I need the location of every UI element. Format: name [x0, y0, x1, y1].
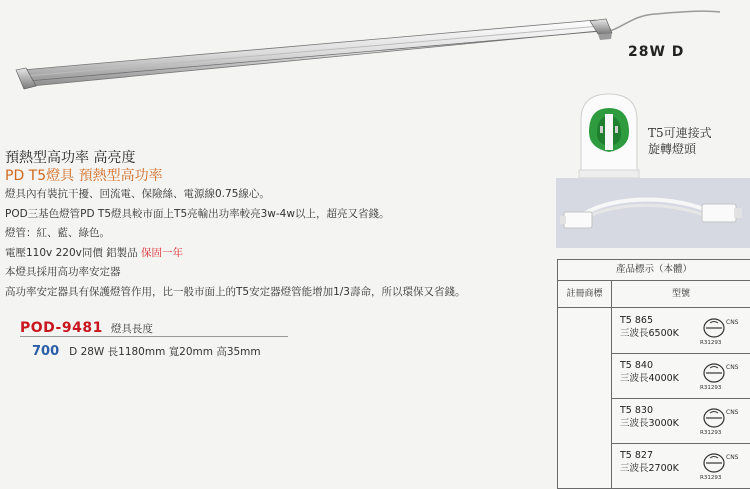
- cert-model-code: T5 830: [620, 405, 653, 416]
- model-code: POD-9481: [20, 320, 103, 336]
- wattage-label: 28W D: [628, 44, 685, 60]
- warranty-text: 保固一年: [141, 246, 184, 259]
- cns-text: CNS: [726, 364, 739, 371]
- model-length-label: 燈具長度: [110, 323, 153, 335]
- cert-model-cell: [620, 359, 679, 385]
- cns-text: CNS: [726, 319, 739, 326]
- spec-length-code: 700: [32, 344, 60, 359]
- cert-model-cell: [620, 404, 679, 430]
- description-line: POD三基色燈管PD T5燈具較市面上T5亮輸出功率較亮3w-4w以上，超亮又省錢。: [5, 207, 390, 220]
- spec-details: D 28W 長1180mm 寬20mm 高35mm: [69, 346, 261, 358]
- cns-mark-icon: [702, 317, 726, 339]
- cert-table-title: 產品標示（本體）: [558, 260, 750, 281]
- spec-row: [32, 344, 261, 359]
- description-headline: 預熱型高功率 高亮度: [5, 150, 136, 166]
- model-divider: [20, 336, 288, 337]
- socket-caption-line2: 旋轉燈頭: [648, 142, 697, 156]
- model-row: [20, 317, 153, 336]
- cns-mark: [696, 360, 746, 392]
- description-line: 燈具內有裝抗干擾、回流電、保險絲、電源線0.75線心。: [5, 188, 270, 200]
- description-line: 高功率安定器具有保護燈管作用，比一般市面上的T5安定器燈管能增加1/3壽命，所以環保又省錢。: [5, 285, 466, 298]
- cert-col-brand: 註冊商標: [558, 281, 612, 308]
- cert-model-desc: 三波長3000K: [620, 418, 679, 429]
- cert-model-desc: 三波長6500K: [620, 328, 679, 339]
- cns-text: CNS: [726, 454, 739, 461]
- cert-model-desc: 三波長2700K: [620, 463, 679, 474]
- cns-mark: [696, 315, 746, 347]
- socket-caption: [648, 125, 712, 157]
- cert-row: [612, 443, 750, 488]
- description-line: 本燈具採用高功率安定器: [5, 266, 121, 278]
- cns-reg-no: R31293: [700, 385, 722, 391]
- cert-row: [612, 308, 750, 354]
- cns-mark-icon: [702, 362, 726, 384]
- cert-row: [612, 353, 750, 399]
- socket-caption-line1: T5可連接式: [648, 126, 712, 140]
- cert-model-code: T5 827: [620, 450, 653, 461]
- cns-mark-icon: [702, 407, 726, 429]
- cns-text: CNS: [726, 409, 739, 416]
- voltage-line: [5, 244, 550, 264]
- description-subhead: PD T5燈具 預熱型高功率: [5, 168, 163, 184]
- cert-model-code: T5 865: [620, 315, 653, 326]
- voltage-text: 電壓110v 220v同價 鋁製品: [5, 246, 142, 259]
- connector-cable-image: [556, 178, 750, 248]
- cns-mark: [696, 450, 746, 482]
- cert-brand-cell: [558, 308, 612, 488]
- cns-mark-icon: [702, 452, 726, 474]
- cert-model-cell: [620, 449, 679, 475]
- product-description: [5, 149, 550, 302]
- cns-reg-no: R31293: [700, 475, 722, 481]
- cert-table: [557, 259, 750, 489]
- description-line: 燈管：紅、藍、綠色。: [5, 227, 110, 239]
- cert-model-cell: [620, 314, 679, 340]
- cert-col-model: 型號: [612, 281, 750, 308]
- cert-model-code: T5 840: [620, 360, 653, 371]
- cns-reg-no: R31293: [700, 340, 722, 346]
- cns-reg-no: R31293: [700, 430, 722, 436]
- cert-row: [612, 398, 750, 444]
- cert-model-desc: 三波長4000K: [620, 373, 679, 384]
- cns-mark: [696, 405, 746, 437]
- rotating-socket-image: [573, 90, 645, 182]
